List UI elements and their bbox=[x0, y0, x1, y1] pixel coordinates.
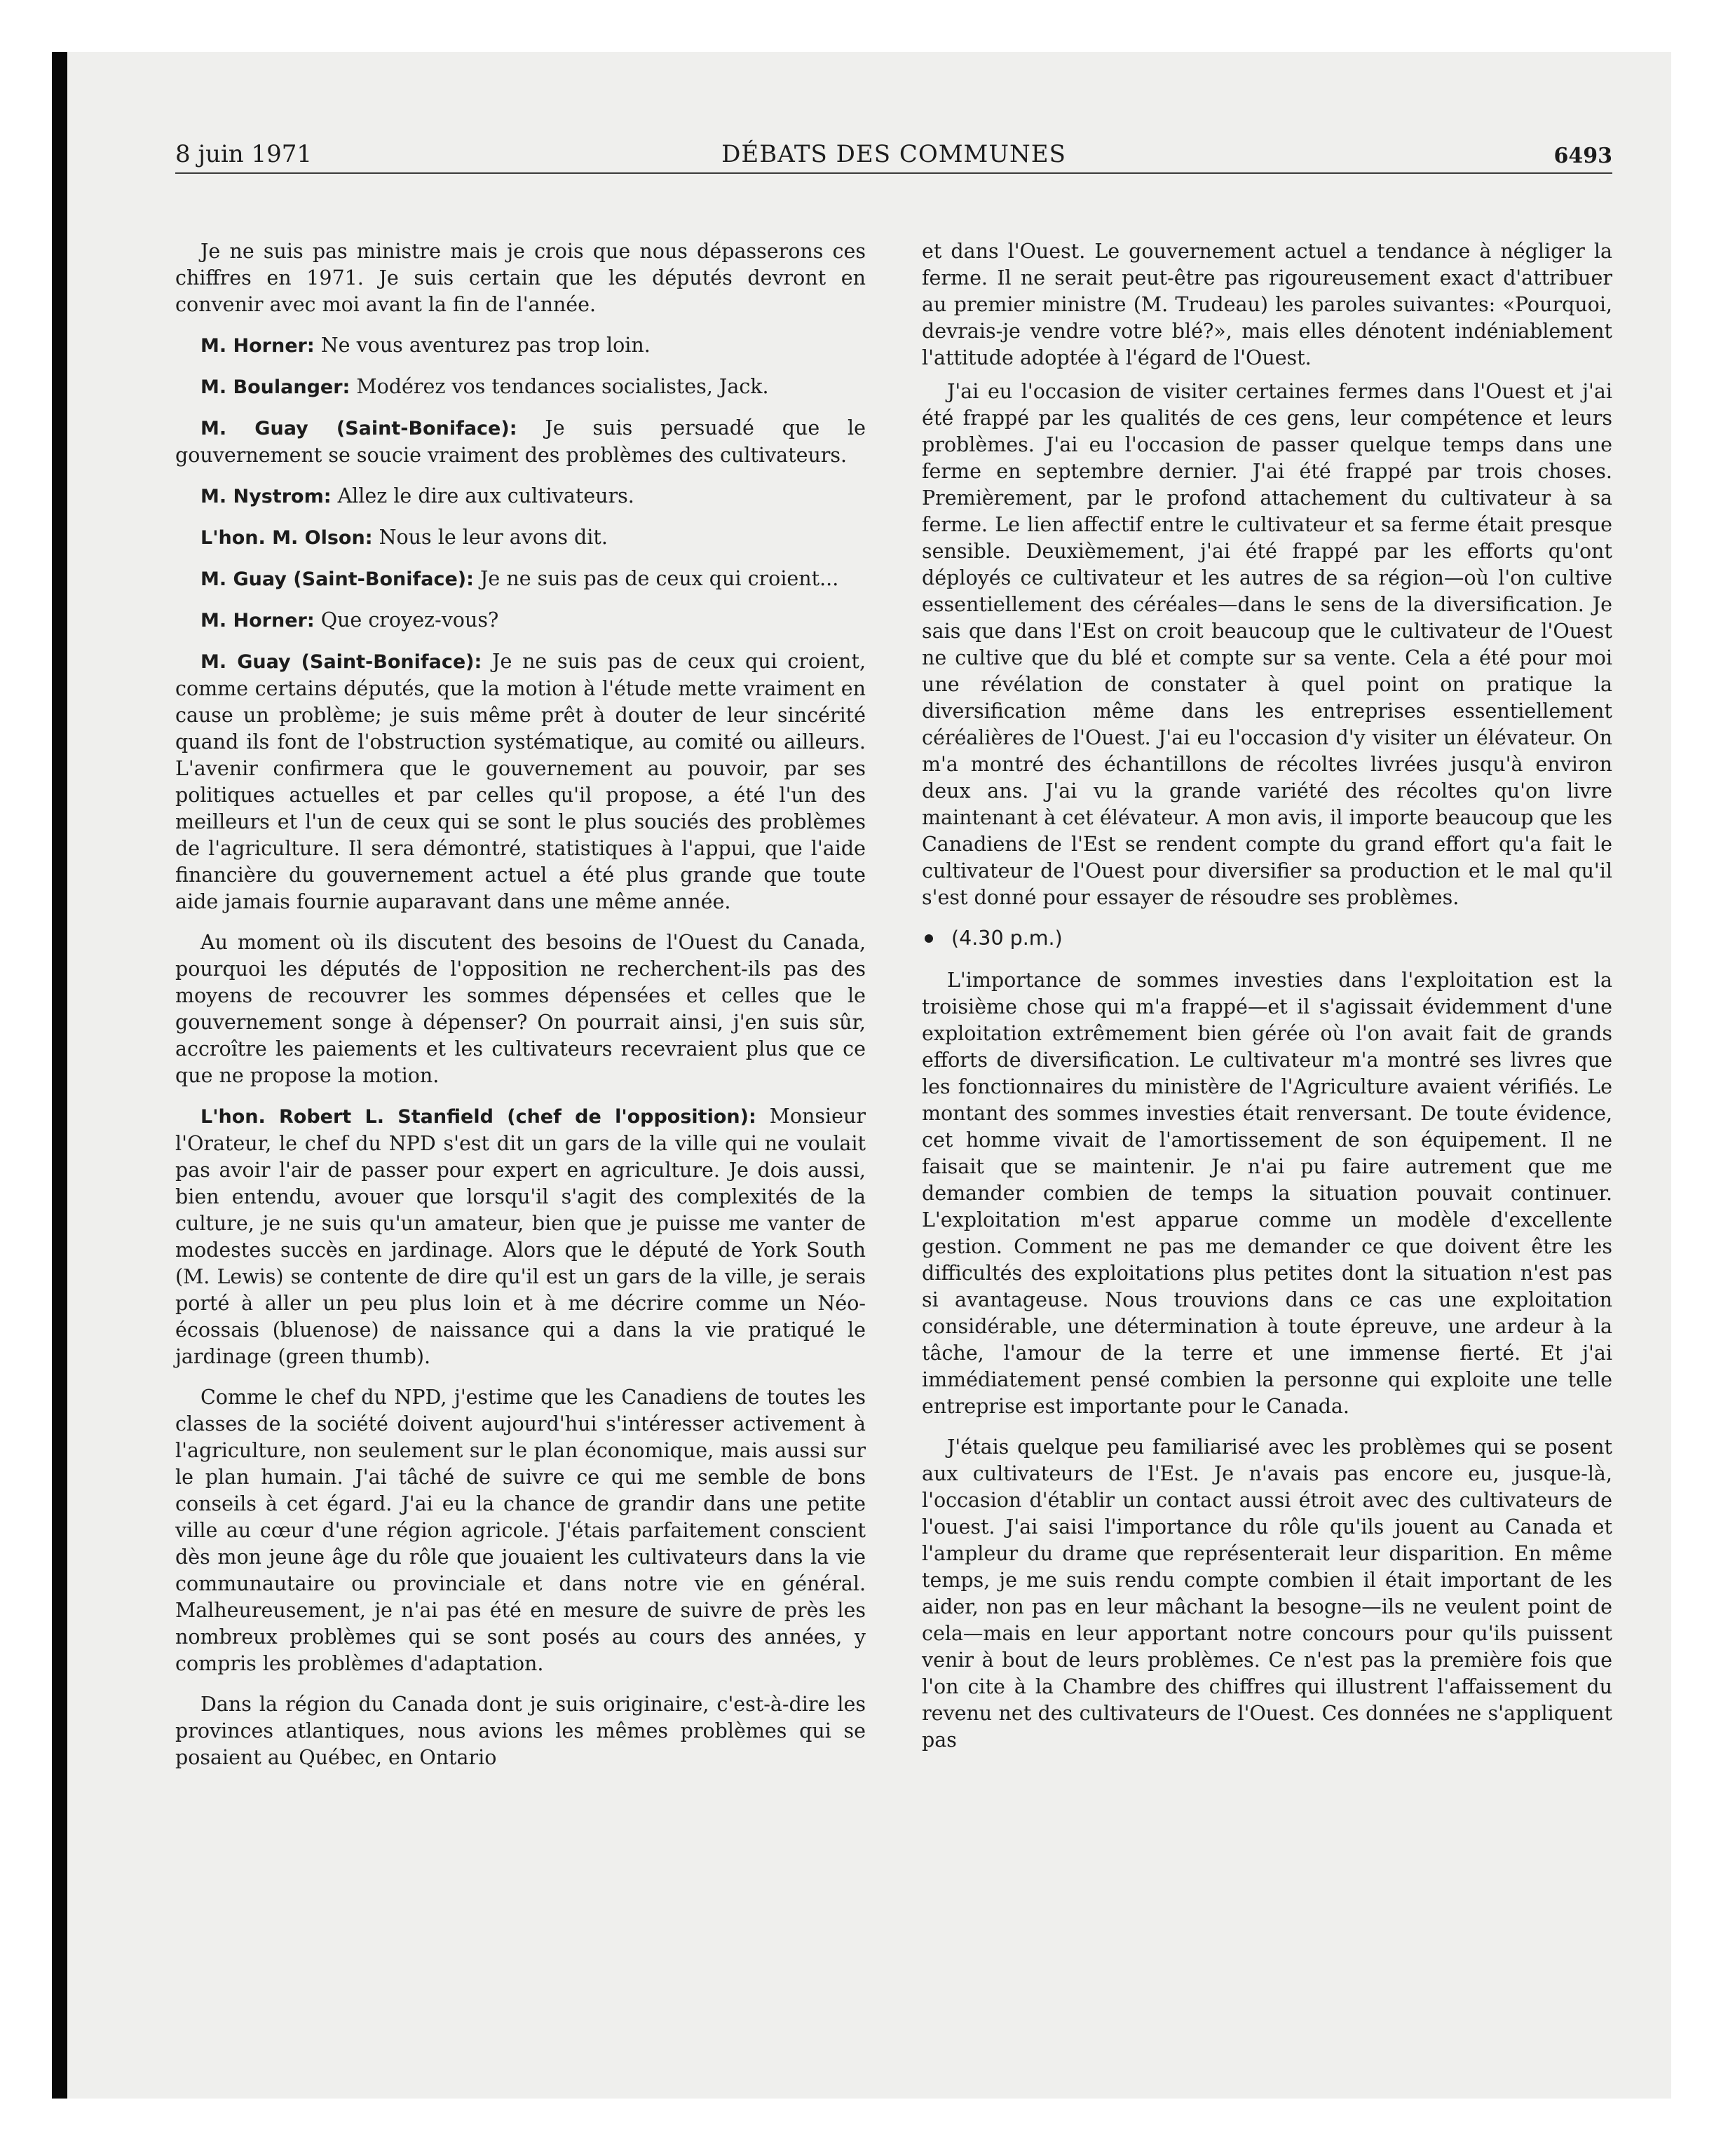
right-column bbox=[922, 238, 1612, 1785]
speech-paragraph bbox=[175, 332, 866, 360]
speech-text: Nous le leur avons dit. bbox=[379, 526, 608, 549]
text-columns bbox=[175, 238, 1612, 1785]
speech-text: Que croyez-vous? bbox=[320, 608, 499, 632]
speaker-name: M. Horner: bbox=[200, 335, 315, 357]
speech-text: Je suis persuadé que le gouvernement se soucie vraiment des problèmes des cultivateurs. bbox=[175, 416, 866, 467]
page-header bbox=[175, 133, 1612, 174]
header-date: 8 juin 1971 bbox=[175, 140, 312, 168]
body-paragraph: J'étais quelque peu familiarisé avec les problèmes qui se posent aux cultivateurs de l'Est. Je n'avais pas encore eu, jusque-là, l'occasion d'établir un contact aussi étroit avec des cultivateurs de l'ouest. J'ai saisi l'importance du rôle qu'ils jouent au Canada et l'ampleur du drame que représenterait leur disparition. En même temps, je me suis rendu compte combien il était important de les aider, non pas en leur mâchant la besogne—ils ne veulent point de cela—mais en leur apportant notre concours pour qu'ils puissent venir à bout de leurs problèmes. Ce n'est pas la première fois que l'on cite à la Chambre des chiffres qui illustrent l'affaissement du revenu net des cultivateurs de l'Ouest. Ces données ne s'appliquent pas bbox=[922, 1435, 1612, 1752]
speaker-name: M. Guay (Saint-Boniface): bbox=[200, 568, 474, 590]
speech-paragraph bbox=[175, 607, 866, 634]
speaker-name: L'hon. M. Olson: bbox=[200, 527, 373, 549]
speech-text: Je ne suis pas de ceux qui croient... bbox=[479, 567, 839, 590]
speech-text: Allez le dire aux cultivateurs. bbox=[337, 484, 634, 507]
header-title: DÉBATS DES COMMUNES bbox=[721, 140, 1066, 168]
bullet-icon bbox=[925, 934, 933, 943]
body-paragraph: Au moment où ils discutent des besoins de l'Ouest du Canada, pourquoi les députés de l'opposition ne recherchent-ils pas des moyens de recouvrer les sommes dépensées et celles que le gouvernement songe à dépenser? On pourrait ainsi, j'en suis sûr, accroître les paiements et les cultivateurs recevraient plus que ce que ne propose la motion. bbox=[175, 931, 866, 1087]
speech-paragraph bbox=[175, 415, 866, 469]
speech-text: Je ne suis pas de ceux qui croient, comme certains députés, que la motion à l'étude mette vraiment en cause un problème; je suis même prêt à douter de leur sincérité quand ils font de l'obstruction systématique, au comité ou ailleurs. L'avenir confirmera que le gouvernement au pouvoir, par ses politiques actuelles et par celles qu'il propose, a été l'un des meilleurs et l'un de ceux qui se sont le plus souciés des problèmes de l'agriculture. Il sera démontré, statistiques à l'appui, que l'aide financière du gouvernement actuel a été plus grande que toute aide jamais fournie auparavant dans une même année. bbox=[175, 650, 866, 913]
binding-edge bbox=[52, 52, 67, 2099]
speech-paragraph bbox=[175, 374, 866, 401]
speech-paragraph bbox=[175, 483, 866, 510]
time-marker bbox=[922, 925, 1612, 952]
speech-paragraph bbox=[175, 566, 866, 593]
speech-paragraph bbox=[175, 524, 866, 552]
body-paragraph: J'ai eu l'occasion de visiter certaines fermes dans l'Ouest et j'ai été frappé par les qualités de ces gens, leur compétence et leurs problèmes. J'ai eu l'occasion de passer quelque temps dans une ferme en septembre dernier. J'ai été frappé par trois choses. Premièrement, par le profond attachement du cultivateur à sa ferme. Le lien affectif entre le cultivateur et sa ferme était presque sensible. Deuxièmement, j'ai été frappé par les efforts qu'ont déployés ce cultivateur et les autres de sa région—où l'on cultive essentiellement des céréales—dans le sens de la diversification. Je sais que dans l'Est on croit beaucoup que le cultivateur de l'Ouest ne cultive que du blé et compte sur sa vente. Cela a été pour moi une révélation de constater à quel point on pratique la diversification même dans les entreprises essentiellement céréalières de l'Ouest. J'ai eu l'occasion d'y visiter un élévateur. On m'a montré des échantillons de récoltes livrées jusqu'à environ deux ans. J'ai vu la grande variété des récoltes qu'on livre maintenant à cet élévateur. A mon avis, il importe beaucoup que les Canadiens de l'Est se rendent compte du grand effort qu'a fait le cultivateur de l'Ouest pour diversifier sa production et le mal qu'il s'est donné pour essayer de résoudre ses problèmes. bbox=[922, 380, 1612, 909]
speaker-name: M. Guay (Saint-Boniface): bbox=[200, 651, 482, 673]
speech-text: Modérez vos tendances socialistes, Jack. bbox=[356, 375, 769, 398]
left-column bbox=[175, 238, 866, 1785]
body-paragraph: Comme le chef du NPD, j'estime que les Canadiens de toutes les classes de la société doivent aujourd'hui s'intéresser activement à l'agriculture, non seulement sur le plan économique, mais aussi sur le plan humain. J'ai tâché de suivre ce qui me semble de bons conseils à cet égard. J'ai eu la chance de grandir dans une petite ville au cœur d'une région agricole. J'étais parfaitement conscient dès mon jeune âge du rôle que jouaient les cultivateurs dans la vie communautaire ou provinciale et dans notre vie en général. Malheureusement, je n'ai pas été en mesure de suivre de près les nombreux problèmes qui se sont posés au cours des années, y compris les problèmes d'adaptation. bbox=[175, 1386, 866, 1675]
speaker-name: M. Guay (Saint-Boniface): bbox=[200, 418, 517, 439]
body-paragraph: Je ne suis pas ministre mais je crois que nous dépasserons ces chiffres en 1971. Je suis certain que les députés devront en convenir avec moi avant la fin de l'année. bbox=[175, 240, 866, 316]
speech-text: Ne vous aventurez pas trop loin. bbox=[320, 334, 651, 357]
speaker-name: M. Boulanger: bbox=[200, 376, 351, 398]
speaker-name: L'hon. Robert L. Stanfield (chef de l'opposition): bbox=[200, 1106, 756, 1128]
body-paragraph: L'importance de sommes investies dans l'exploitation est la troisième chose qui m'a frappé—et il s'agissait évidemment d'une exploitation extrêmement bien gérée où l'on avait fait de grands efforts de diversification. Le cultivateur m'a montré ses livres que les fonctionnaires du ministère de l'Agriculture avaient vérifiés. Le montant des sommes investies était renversant. De toute évidence, cet homme vivait de l'amortissement de son équipement. Il ne faisait que se maintenir. Je n'ai pu faire autrement que me demander combien de temps la situation pouvait continuer. L'exploitation m'est apparue comme un modèle d'excellente gestion. Comment ne pas me demander ce que doivent être les difficultés des exploitations plus petites dont la situation n'est pas si avantageuse. Nous trouvions dans ce cas une exploitation considérable, une détermination à toute épreuve, une ardeur à la tâche, l'amour de la terre et une immense fierté. Et j'ai immédiatement pensé combien la personne qui exploite une telle entreprise est importante pour le Canada. bbox=[922, 969, 1612, 1418]
speech-text: Monsieur l'Orateur, le chef du NPD s'est dit un gars de la ville qui ne voulait pas avoir l'air de passer pour expert en agriculture. Je dois aussi, bien entendu, avouer que lorsqu'il s'agit des complexités de la culture, je ne suis qu'un amateur, bien que je puisse me vanter de modestes succès en jardinage. Alors que le député de York South (M. Lewis) se contente de dire qu'il est un gars de la ville, je serais porté à aller un peu plus loin et à me décrire comme un Néo-écossais (bluenose) de naissance qui a dans la vie pratiqué le jardinage (green thumb). bbox=[175, 1105, 866, 1368]
speech-paragraph bbox=[175, 648, 866, 915]
time-text: (4.30 p.m.) bbox=[951, 927, 1063, 950]
speaker-name: M. Horner: bbox=[200, 610, 315, 632]
body-paragraph: Dans la région du Canada dont je suis originaire, c'est-à-dire les provinces atlantiques, nous avions les mêmes problèmes qui se posaient au Québec, en Ontario bbox=[175, 1693, 866, 1769]
speech-paragraph bbox=[175, 1103, 866, 1370]
speaker-name: M. Nystrom: bbox=[200, 486, 332, 507]
continued-paragraph: et dans l'Ouest. Le gouvernement actuel a tendance à négliger la ferme. Il ne serait peut-être pas rigoureusement exact d'attribuer au premier ministre (M. Trudeau) les paroles suivantes: «Pourquoi, devrais-je vendre votre blé?», mais elles dénotent indéniablement l'attitude adoptée à l'égard de l'Ouest. bbox=[922, 240, 1612, 369]
page-number: 6493 bbox=[1553, 144, 1612, 168]
hansard-page bbox=[175, 133, 1612, 1769]
